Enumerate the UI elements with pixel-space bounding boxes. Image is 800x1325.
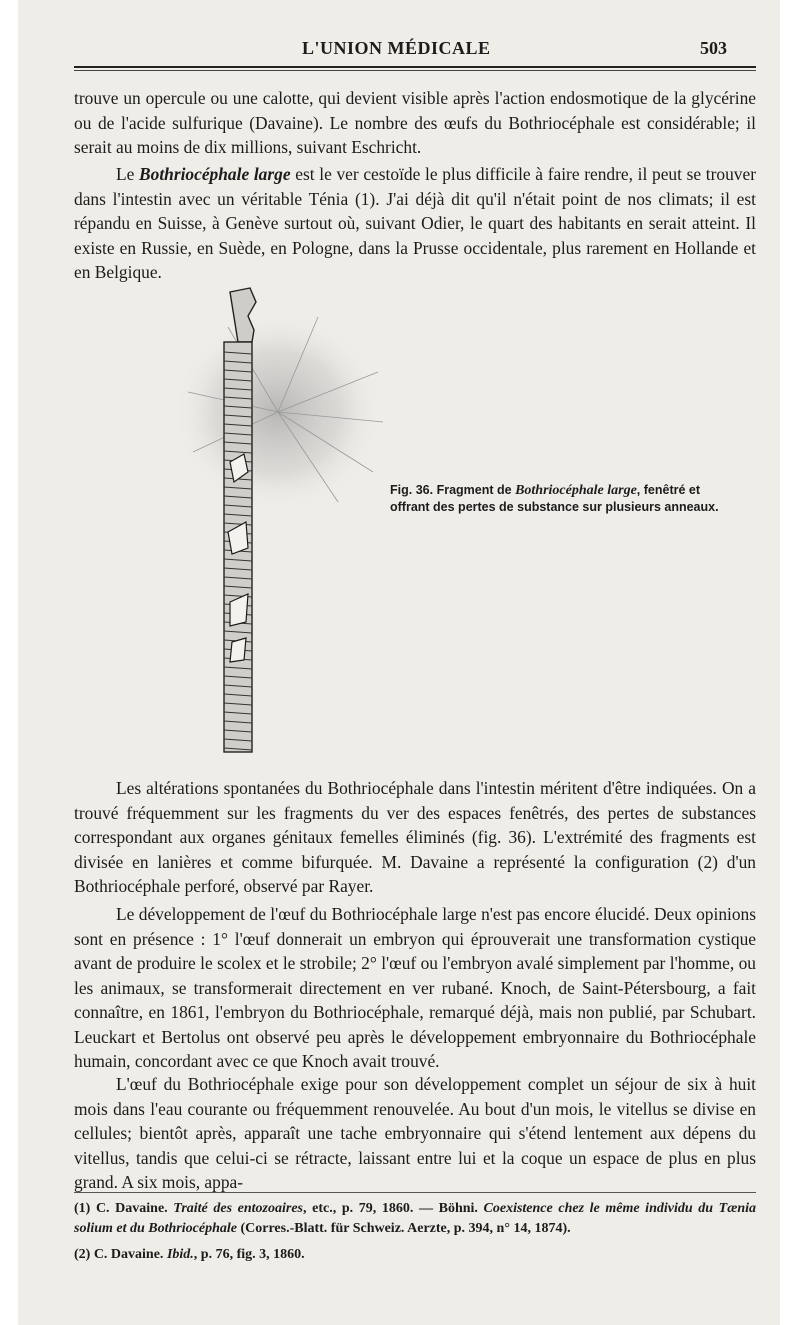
footnote-1-author: (1) C. Davaine. <box>74 1201 174 1216</box>
tapeworm-strobile <box>224 288 256 752</box>
header-rule-thin <box>74 70 756 71</box>
footnote-2-author: (2) C. Davaine. <box>74 1247 167 1262</box>
figure-label: Fig. 36. <box>390 483 434 497</box>
paragraph-2-species: Bothriocéphale large <box>139 164 291 184</box>
paragraph-2 <box>74 162 756 285</box>
paragraph-3: Les altérations spontanées du Bothriocéphale dans l'intestin méritent d'être indiquées. On a trouvé fréquemment sur les fragments du ver des espaces fenêtrés, des pertes de substances correspondant aux organes génitaux femelles éliminés (fig. 36). L'extrémité des fragments est divisée en lanières et comme bifurquée. M. Davaine a représenté la configuration (2) d'un Bothriocéphale perforé, observé par Rayer. <box>74 778 756 896</box>
footnote-2 <box>74 1245 756 1265</box>
footnote-1-work-2: Coexistence chez le même individu du Tænia solium et du Bothriocéphale <box>74 1201 756 1236</box>
running-header <box>18 36 780 62</box>
footnote-1-ref: , etc., p. 79, 1860. — Böhni. <box>303 1201 484 1216</box>
paragraph-4: Le développement de l'œuf du Bothriocéphale large n'est pas encore élucidé. Deux opinions sont en présence : 1° l'œuf donnerait un embryon qui éprouverait une transformation cystique avant de produire le scolex et le strobile; 2° l'œuf ou l'embryon avalé simplement par l'homme, ou les animaux, se transformerait directement en ver rubané. Knoch, de Saint-Pétersbourg, a fait connaître, en 1861, l'embryon du Bothriocéphale, remarqué déjà, mais non publié, par Schubart. Leuckart et Bertolus ont observé peu après le développement embryonnaire du Bothriocéphale humain, concordant avec ce que Knoch avait trouvé. <box>74 904 756 1071</box>
footnote-1-work: Traité des entozoaires <box>173 1201 304 1216</box>
journal-title: L'UNION MÉDICALE <box>302 38 491 58</box>
footnote-1 <box>74 1199 756 1239</box>
figure-caption-species: Bothriocéphale large <box>515 483 637 498</box>
paragraph-5: L'œuf du Bothriocéphale exige pour son développement complet un séjour de six à huit mois dans l'eau courante ou fréquemment renouvelée. Au bout d'un mois, le vitellus se divise en cellules; bientôt après, apparaît une tache embryonnaire qui s'étend lentement aux dépens du vitellus, tandis que celui-ci se rétracte, laissant entre lui et la coque un espace de plus en plus grand. A six mois, appa- <box>74 1074 756 1192</box>
tapeworm-figure <box>168 282 428 772</box>
header-rule <box>74 66 756 68</box>
paragraph-1: trouve un opercule ou une calotte, qui devient visible après l'action endosmotique de la glycérine ou de l'acide sulfurique (Davaine). Le nombre des œufs du Bothriocéphale est considérable; il serait au moins de dix millions, suivant Eschricht. <box>74 88 756 157</box>
footnote-1-source: (Corres.-Blatt. für Schweiz. Aerzte, p. 394, n° 14, 1874). <box>236 1221 571 1236</box>
footnote-2-ibid: Ibid. <box>166 1247 194 1262</box>
footnotes <box>74 1192 756 1271</box>
paragraph-2-rest: est le ver cestoïde le plus difficile à faire rendre, il peut se trouver dans l'intestin avec un véritable Ténia (1). J'ai déjà dit qu'il n'était point de nos climats; il est répandu en Suisse, à Genève surtout où, suivant Odier, le quart des habitants en serait atteint. Il existe en Russie, en Suède, en Pologne, dans la Prusse occidentale, plus rarement en Hollande et en Belgique. <box>74 164 756 282</box>
footnote-2-ref: , p. 76, fig. 3, 1860. <box>193 1247 305 1262</box>
paragraph-2-lead: Le <box>116 164 140 184</box>
figure-caption <box>390 482 730 516</box>
document-page <box>18 0 780 1325</box>
figure-caption-rest: , fenêtré et offrant des pertes de substance sur plusieurs anneaux. <box>390 483 719 514</box>
page-number: 503 <box>700 38 727 58</box>
figure-caption-lead: Fragment de <box>436 483 516 497</box>
